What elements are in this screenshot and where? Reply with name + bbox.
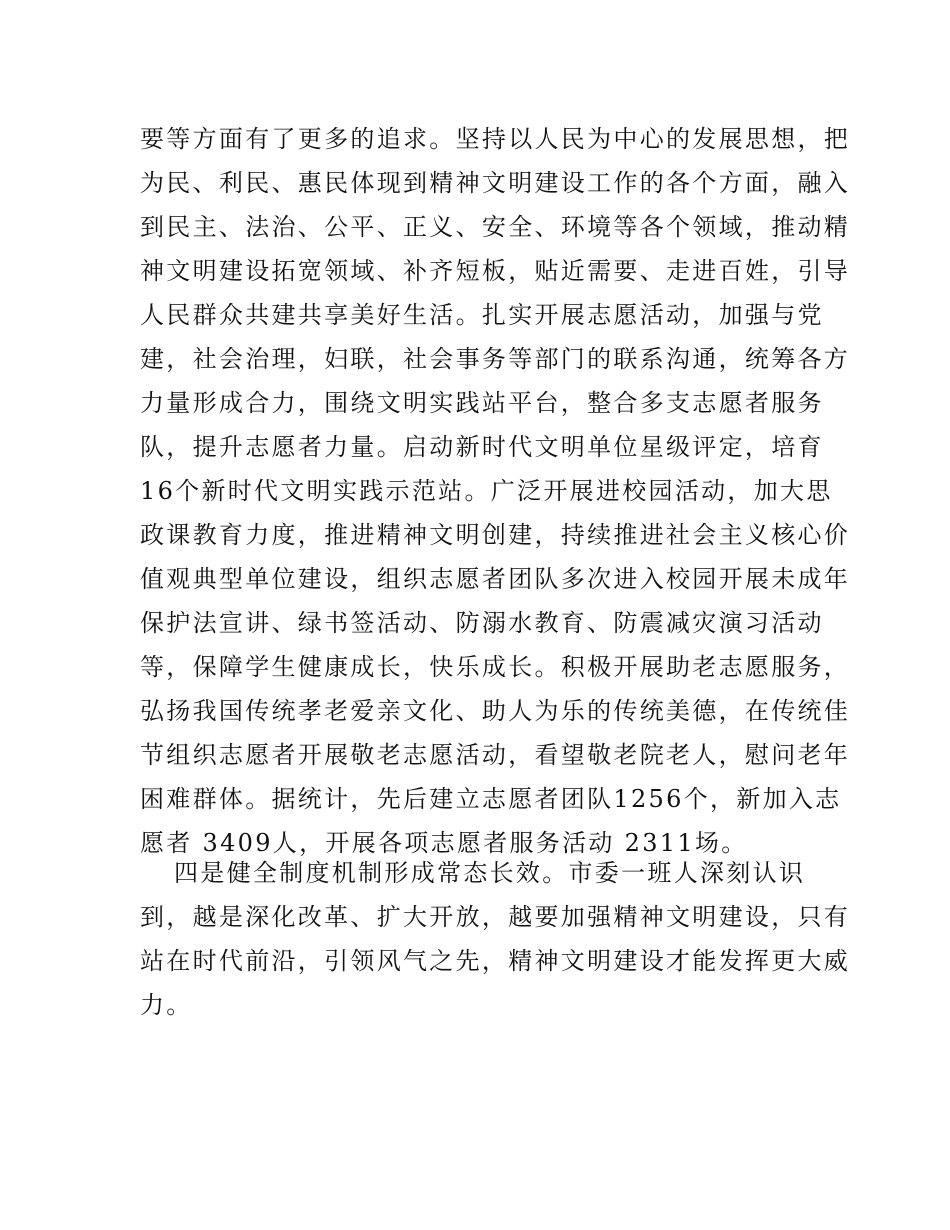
text-line: 到民主、法治、公平、正义、安全、环境等各个领域，推动精 [140,213,851,241]
text-line: 16个新时代文明实践示范站。广泛开展进校园活动，加大思 [140,477,833,505]
text-line: 值观典型单位建设，组织志愿者团队多次进入校园开展未成年 [140,565,851,593]
text-line: 为民、利民、惠民体现到精神文明建设工作的各个方面，融入 [140,169,851,197]
text-line: 节组织志愿者开展敬老志愿活动，看望敬老院老人，慰问老年 [140,741,851,769]
text-line: 保护法宣讲、绿书签活动、防溺水教育、防震减灾演习活动 [140,609,824,637]
text-line: 等，保障学生健康成长，快乐成长。积极开展助老志愿服务， [140,653,851,681]
text-line: 人民群众共建共享美好生活。扎实开展志愿活动，加强与党 [140,301,824,329]
text-line: 建，社会治理，妇联，社会事务等部门的联系沟通，统筹各方 [140,345,851,373]
text-line: 队，提升志愿者力量。启动新时代文明单位星级评定，培育 [140,433,824,461]
text-line: 愿者 3409人，开展各项志愿者服务活动 2311场。 [140,829,748,857]
text-line: 力量形成合力，围绕文明实践站平台，整合多支志愿者服务 [140,389,824,417]
text-line: 政课教育力度，推进精神文明创建，持续推进社会主义核心价 [140,521,851,549]
text-line: 四是健全制度机制形成常态长效。市委一班人深刻认识 [174,859,806,887]
body-paragraph-1 [140,117,851,865]
text-line: 到，越是深化改革、扩大开放，越要加强精神文明建设，只有 [140,903,851,931]
text-line: 弘扬我国传统孝老爱亲文化、助人为乐的传统美德，在传统佳 [140,697,851,725]
body-paragraph-2 [140,851,851,1027]
text-line: 要等方面有了更多的追求。坚持以人民为中心的发展思想，把 [140,125,851,153]
text-line: 站在时代前沿，引领风气之先，精神文明建设才能发挥更大威 [140,947,851,975]
text-line: 困难群体。据统计，先后建立志愿者团队1256个，新加入志 [140,785,842,813]
text-line: 神文明建设拓宽领域、补齐短板，贴近需要、走进百姓，引导 [140,257,851,285]
text-line: 力。 [140,991,193,1019]
